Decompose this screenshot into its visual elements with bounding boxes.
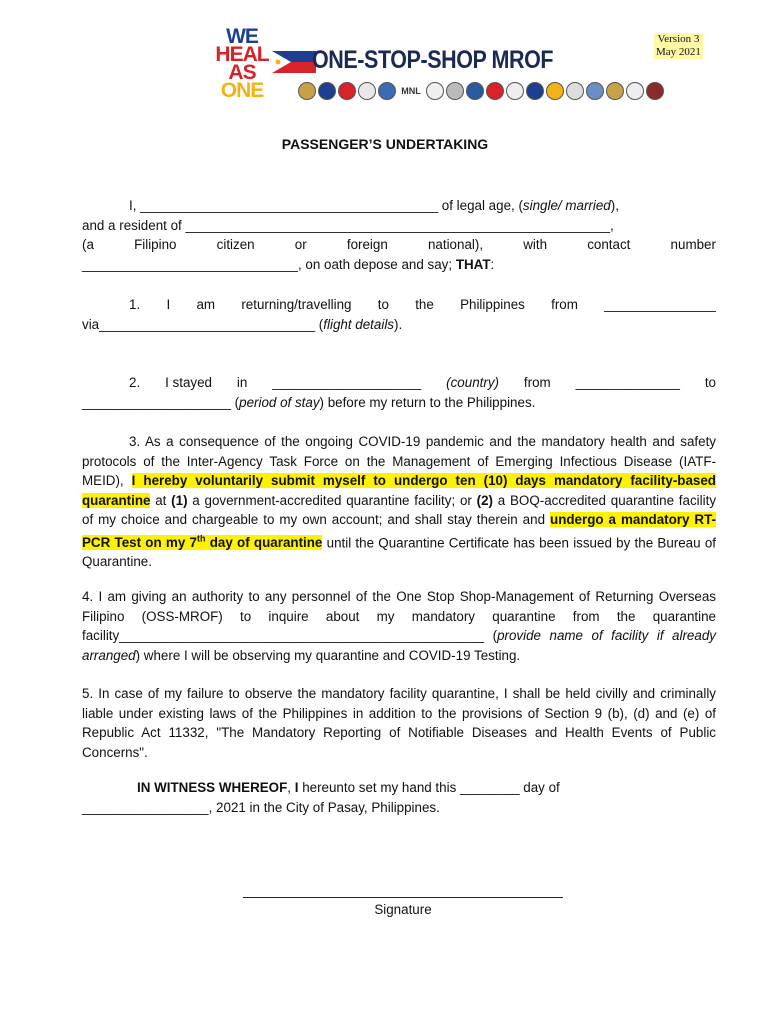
paragraph-1-line-1: 1. I am returning/travelling to the Philippines from _______________ (129, 297, 716, 312)
seal-icon (466, 82, 484, 100)
agency-seals (298, 80, 664, 102)
seal-icon (626, 82, 644, 100)
witness-paragraph (82, 778, 716, 817)
witness-line-2: _________________, 2021 in the City of Pasay, Philippines. (82, 799, 440, 815)
seal-icon (338, 82, 356, 100)
seal-icon (486, 82, 504, 100)
paragraph-2-line-2: ____________________ (period of stay) before my return to the Philippines. (82, 394, 536, 410)
brand-title: ONE-STOP-SHOP MROF (312, 46, 554, 74)
paragraph-2 (82, 373, 716, 412)
intro-line-2: and a resident of _________________________________________________________, (82, 217, 614, 233)
we-heal-as-one-logo (213, 25, 271, 102)
seal-icon (298, 82, 316, 100)
seal-icon (646, 82, 664, 100)
signature-label: Signature (374, 902, 432, 917)
witness-line-1: IN WITNESS WHEREOF, I hereunto set my hand this ________ day of (137, 780, 560, 795)
seal-icon (446, 82, 464, 100)
highlight-quarantine: I hereby voluntarily submit myself to undergo ten (10) days mandatory facility-based quarantine (82, 473, 716, 508)
paragraph-4-text: 4. I am giving an authority to any personnel of the One Stop Shop-Management of Returning Overseas Filipino (OSS-MROF) to inquire about my mandatory quarantine from the quarantine facility_________________________________________________ ( (82, 589, 716, 643)
version-number: Version 3 (657, 33, 700, 45)
intro-line-1: I, ________________________________________ of legal age, (single/ married), (129, 198, 619, 213)
seal-icon (378, 82, 396, 100)
seal-icon (566, 82, 584, 100)
seal-icon (526, 82, 544, 100)
paragraph-1-line-2: via_____________________________ (flight details). (82, 316, 403, 332)
paragraph-5: 5. In case of my failure to observe the mandatory facility quarantine, I shall be held civilly and criminally liable under existing laws of the Philippines in addition to the provisions of Section 9 (b), (d) and (e) of Republic Act 11332, "The Mandatory Reporting of Notifiable Diseases and Health Events of Public Concerns". (82, 686, 716, 760)
seal-icon (606, 82, 624, 100)
seal-icon (426, 82, 444, 100)
philippine-flag-icon (272, 51, 316, 73)
seal-icon (358, 82, 376, 100)
seal-icon (506, 82, 524, 100)
document-title: PASSENGER’S UNDERTAKING (281, 136, 489, 152)
seal-icon (546, 82, 564, 100)
logo-word: HEAL (215, 43, 269, 66)
paragraph-1 (82, 295, 716, 334)
seal-icon (318, 82, 336, 100)
paragraph-2-line-1: 2. I stayed in ____________________ (country) from ______________ to (129, 375, 716, 390)
intro-line-3: (a Filipino citizen or foreign national), with contact number (82, 237, 716, 252)
seal-icon (586, 82, 604, 100)
logo-word: ONE (220, 79, 264, 102)
signature-line (243, 897, 563, 898)
version-badge (654, 33, 703, 59)
mnl-logo: MNL (401, 86, 421, 96)
intro-line-4: _____________________________, on oath depose and say; THAT: (82, 256, 495, 272)
highlight-rtpcr: undergo a mandatory RT-PCR Test on my 7th day of quarantine (82, 512, 716, 550)
logo-word: AS (228, 61, 256, 84)
paragraph-4: 4. I am giving an authority to any personnel of the One Stop Shop-Management of Returning Overseas Filipino (OSS-MROF) to inquire about my mandatory quarantine from the quarantine facility_________________________________________________ (provide name of facility if already arranged) where I will be observing my quarantine and COVID-19 Testing. (82, 589, 716, 663)
intro-paragraph (82, 196, 716, 274)
version-date: May 2021 (656, 46, 701, 58)
paragraph-3-text: 3. As a consequence of the ongoing COVID-19 pandemic and the mandatory health and safety protocols of the Inter-Agency Task Force on the Management of Emerging Infectious Disease (IATF-MEID), (82, 434, 716, 488)
paragraph-3: 3. As a consequence of the ongoing COVID-19 pandemic and the mandatory health and safety protocols of the Inter-Agency Task Force on the Management of Emerging Infectious Disease (IATF-MEID), I hereby voluntarily submit myself to undergo ten (10) days mandatory facility-based quarantine at (1) a government-accredited quarantine facility; or (2) a BOQ-accredited quarantine facility of my choice and chargeable to my own account; and shall stay therein and undergo a mandatory RT-PCR Test on my 7th day of quarantine until the Quarantine Certificate has been issued by the Bureau of Quarantine. (82, 434, 717, 570)
logo-word: WE (226, 25, 258, 48)
